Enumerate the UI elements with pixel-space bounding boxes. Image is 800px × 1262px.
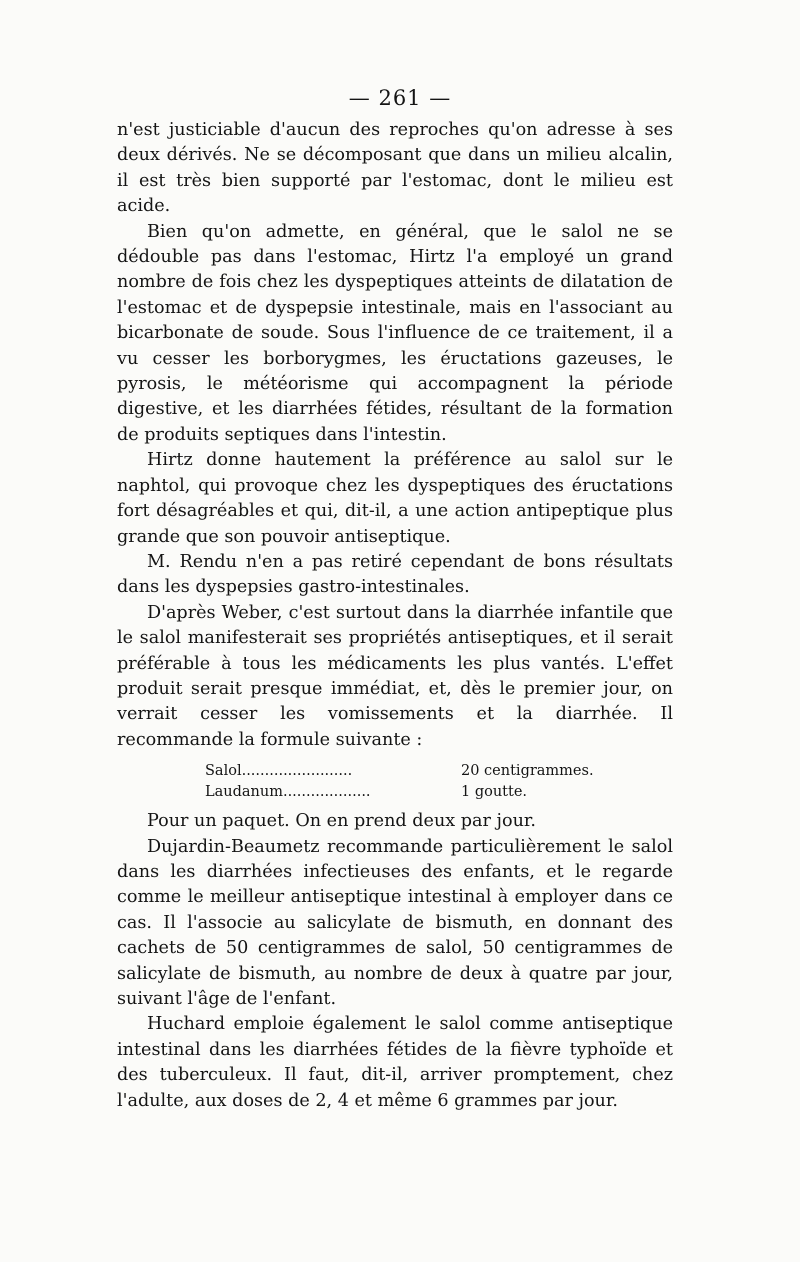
ingredient-name: Laudanum................... <box>205 784 371 801</box>
paragraph: M. Rendu n'en a pas retiré cependant de bons résultats dans les dyspepsies gastro-intestinales. <box>117 551 673 598</box>
ingredient-dose: 1 goutte. <box>461 784 528 801</box>
paragraph: Pour un paquet. On en prend deux par jour. <box>147 811 536 832</box>
ingredient-dose: 20 centigrammes. <box>461 763 594 780</box>
paragraph: Hirtz donne hautement la préférence au salol sur le naphtol, qui provoque chez les dyspeptiques des éructations fort désagréables et qui, dit-il, a une action antipeptique plus grande que son pouvoir antiseptique. <box>117 450 673 547</box>
paragraph: Huchard emploie également le salol comme antiseptique intestinal dans les diarrhées fétides de la fièvre typhoïde et des tuberculeux. Il faut, dit-il, arriver promptement, chez l'adulte, aux doses de 2, 4 et même 6 grammes par jour. <box>117 1014 673 1111</box>
paragraph: Dujardin-Beaumetz recommande particulièrement le salol dans les diarrhées infectieuses des enfants, et le regarde comme le meilleur antiseptique intestinal à employer dans ce cas. Il l'associe au salicylate de bismuth, en donnant des cachets de 50 centigrammes de salol, 50 centigrammes de salicylate de bismuth, au nombre de deux à quatre par jour, suivant l'âge de l'enfant. <box>117 836 673 1009</box>
paragraph: n'est justiciable d'aucun des reproches qu'on adresse à ses deux dérivés. Ne se décomposant que dans un milieu alcalin, il est très bien supporté par l'estomac, dont le milieu est acide. <box>117 120 673 217</box>
formula-row <box>117 761 673 782</box>
formula-row <box>117 782 673 803</box>
body-text <box>117 118 673 1114</box>
page-number: — 261 — <box>348 86 452 110</box>
paragraph: D'après Weber, c'est surtout dans la diarrhée infantile que le salol manifesterait ses propriétés antiseptiques, et il serait préférable à tous les médicaments les plus vantés. L'effet produit serait presque immédiat, et, dès le premier jour, on verrait cesser les vomissements et la diarrhée. Il recommande la formule suivante : <box>117 602 673 750</box>
ingredient-name: Salol........................ <box>205 763 353 780</box>
prescription-formula <box>117 761 673 803</box>
paragraph: Bien qu'on admette, en général, que le salol ne se dédouble pas dans l'estomac, Hirtz l'a employé un grand nombre de fois chez les dyspeptiques atteints de dilatation de l'estomac et de dyspepsie intestinale, mais en l'associant au bicarbonate de soude. Sous l'influence de ce traitement, il a vu cesser les borborygmes, les éructations gazeuses, le pyrosis, le météorisme qui accompagnent la période digestive, et les diarrhées fétides, résultant de la formation de produits septiques dans l'intestin. <box>117 221 673 445</box>
